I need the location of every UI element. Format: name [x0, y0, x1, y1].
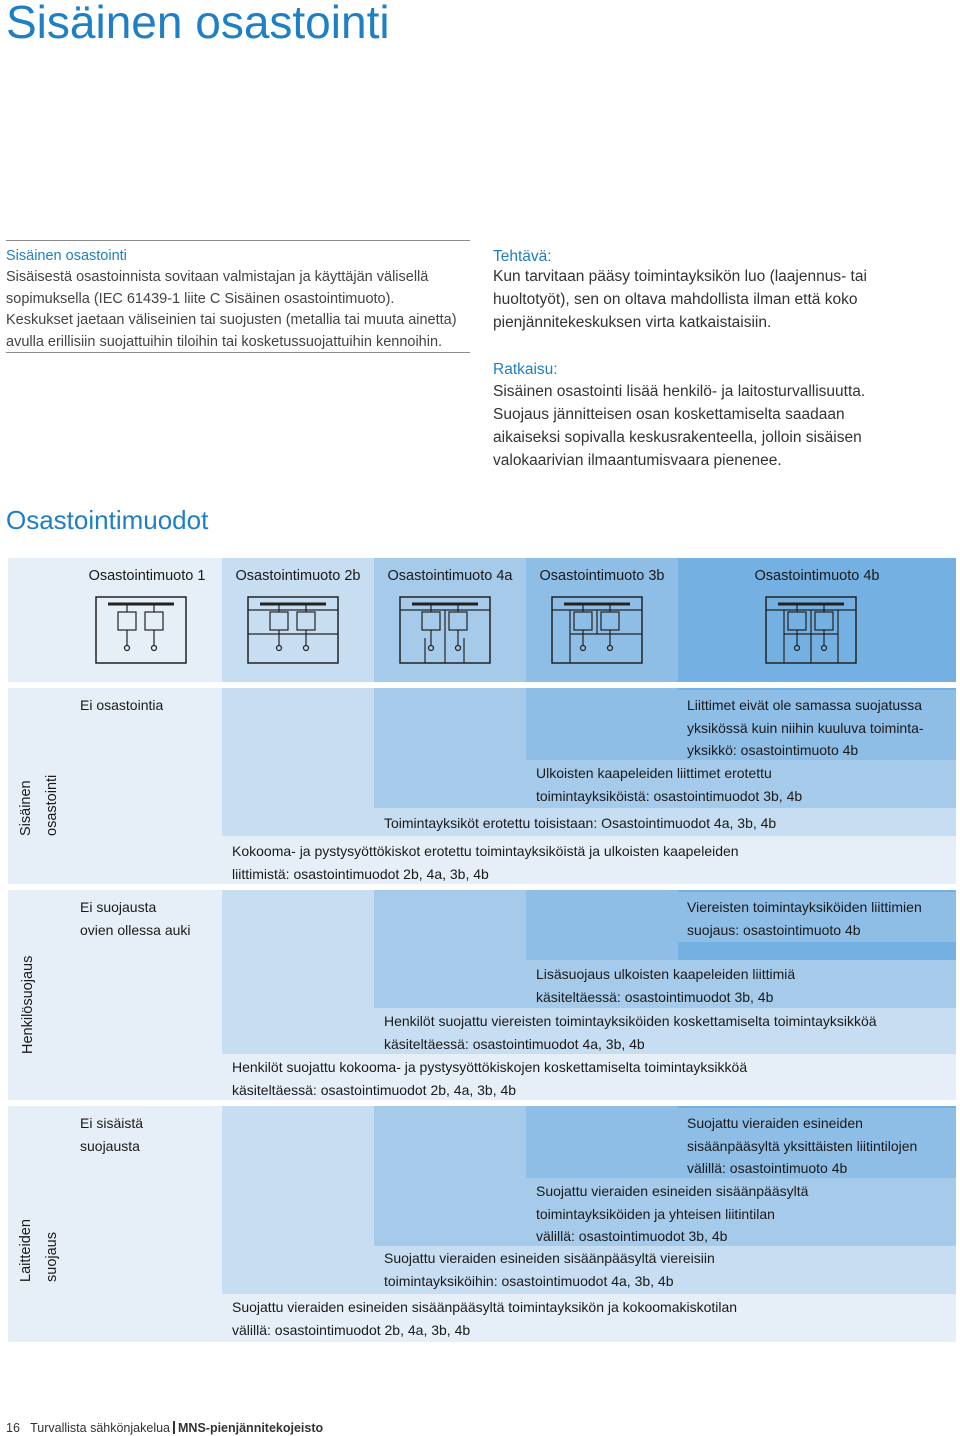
- row3-c2-cell: Suojattu vieraiden esineiden sisäänpääsyltä toimintayksikön ja kokoomakiskotilan välillä: osastointimuodot 2b, 4a, 3b, 4b: [232, 1299, 738, 1338]
- footer-right-text: MNS-pienjännitekojeisto: [178, 1421, 324, 1435]
- intro-line: Keskukset jaetaan väliseinien tai suojusten (metallia tai muuta ainetta): [6, 312, 457, 328]
- row3-c5-cell: Suojattu vieraiden esineiden sisäänpääsyltä yksittäisten liitintilojen välillä: osastointimuoto 4b: [687, 1115, 918, 1176]
- solution-line: Sisäinen osastointi lisää henkilö- ja laitosturvallisuutta.: [493, 383, 866, 400]
- solution-line: aikaiseksi sopivalla keskusrakenteella, jolloin sisäisen: [493, 429, 862, 446]
- row3-side-label: Laitteiden suojaus: [18, 1219, 60, 1282]
- footer-left-text: Turvallista sähkönjakelua: [30, 1421, 170, 1435]
- solution-text: [493, 380, 953, 472]
- footer-divider: [173, 1421, 175, 1434]
- row1-c4-cell: Ulkoisten kaapeleiden liittimet erotettu toimintayksiköistä: osastointimuodot 3b, 4b: [536, 765, 803, 804]
- task-line: huoltotyöt), sen on oltava mahdollista ilman että koko: [493, 291, 858, 308]
- intro-line: sopimuksella (IEC 61439-1 liite C Sisäinen osastointimuoto).: [6, 290, 395, 307]
- column-header-form3b: Osastointimuoto 3b: [539, 568, 665, 584]
- task-line: pienjännitekeskuksen virta katkaistaisiin.: [493, 314, 772, 331]
- row2-c2-cell: Henkilöt suojattu kokooma- ja pystysyöttökiskojen koskettamiselta toimintayksikköä käsiteltäessä: osastointimuodot 2b, 4a, 3b, 4b: [232, 1059, 748, 1098]
- task-label: Tehtävä:: [493, 248, 552, 265]
- form4b-diagram: [764, 594, 860, 670]
- row2-first-cell: Ei suojausta ovien ollessa auki: [80, 899, 191, 938]
- form1-diagram: [94, 594, 190, 670]
- row3-first-cell: Ei sisäistä suojausta: [80, 1115, 144, 1154]
- page-title: Sisäinen osastointi: [6, 0, 390, 48]
- task-line: Kun tarvitaan pääsy toimintayksikön luo (laajennus- tai: [493, 268, 867, 285]
- row3-c4-cell: Suojattu vieraiden esineiden sisäänpääsyltä toimintayksiköiden ja yhteisen liitintilan välillä: osastointimuodot 3b, 4b: [536, 1183, 809, 1244]
- row2-side-label: Henkilösuojaus: [20, 955, 36, 1054]
- row1-c2-cell: Kokooma- ja pystysyöttökiskot erotettu toimintayksiköistä ja ulkoisten kaapeleiden liittimistä: osastointimuodot 2b, 4a, 3b, 4b: [232, 843, 739, 882]
- row1-bg-c1: [72, 688, 222, 884]
- header-bg-side: [8, 558, 72, 682]
- intro-bottom-rule: [6, 352, 470, 353]
- row2-c5-cell: Viereisten toimintayksiköiden liittimien suojaus: osastointimuoto 4b: [687, 899, 922, 938]
- intro-line: avulla erillisiin suojattuihin tiloihin tai kosketussuojattuihin kennoihin.: [6, 333, 443, 350]
- form3b-diagram: [550, 594, 646, 670]
- form4a-diagram: [398, 594, 494, 670]
- row1-side-label: Sisäinen osastointi: [18, 774, 60, 836]
- page-number: 16: [6, 1421, 20, 1435]
- column-header-form4a: Osastointimuoto 4a: [387, 568, 513, 584]
- page-footer: [6, 1420, 323, 1436]
- task-text: [493, 265, 953, 334]
- row1-first-cell: Ei osastointia: [80, 697, 164, 713]
- column-header-form1: Osastointimuoto 1: [88, 568, 206, 584]
- solution-label: Ratkaisu:: [493, 361, 558, 378]
- row1-c5-cell: Liittimet eivät ole samassa suojatussa yksikössä kuin niihin kuuluva toiminta- yksikkö: osastointimuoto 4b: [687, 697, 924, 758]
- intro-top-rule: [6, 240, 470, 241]
- column-header-form2b: Osastointimuoto 2b: [235, 568, 361, 584]
- row1-c3-cell: Toimintayksiköt erotettu toisistaan: Osastointimuodot 4a, 3b, 4b: [384, 815, 777, 831]
- intro-text: [6, 267, 476, 353]
- solution-line: Suojaus jännitteisen osan koskettamiselta saadaan: [493, 406, 845, 423]
- row2-c3-cell: Henkilöt suojattu viereisten toimintayksiköiden koskettamiselta toimintayksikköä käsiteltäessä: osastointimuodot 4a, 3b, 4b: [384, 1013, 877, 1052]
- column-header-form4b: Osastointimuoto 4b: [754, 568, 880, 584]
- row2-c4-cell: Lisäsuojaus ulkoisten kaapeleiden liittimiä käsiteltäessä: osastointimuodot 3b, 4b: [536, 966, 796, 1005]
- form2b-diagram: [246, 594, 342, 670]
- intro-heading: Sisäinen osastointi: [6, 248, 127, 264]
- intro-line: Sisäisestä osastoinnista sovitaan valmistajan ja käyttäjän välisellä: [6, 269, 429, 285]
- row3-c3-cell: Suojattu vieraiden esineiden sisäänpääsyltä viereisiin toimintayksiköihin: osastointimuodot 4a, 3b, 4b: [384, 1250, 715, 1289]
- solution-line: valokaarivian ilmaantumisvaara pienenee.: [493, 452, 782, 469]
- section-title: Osastointimuodot: [6, 505, 209, 535]
